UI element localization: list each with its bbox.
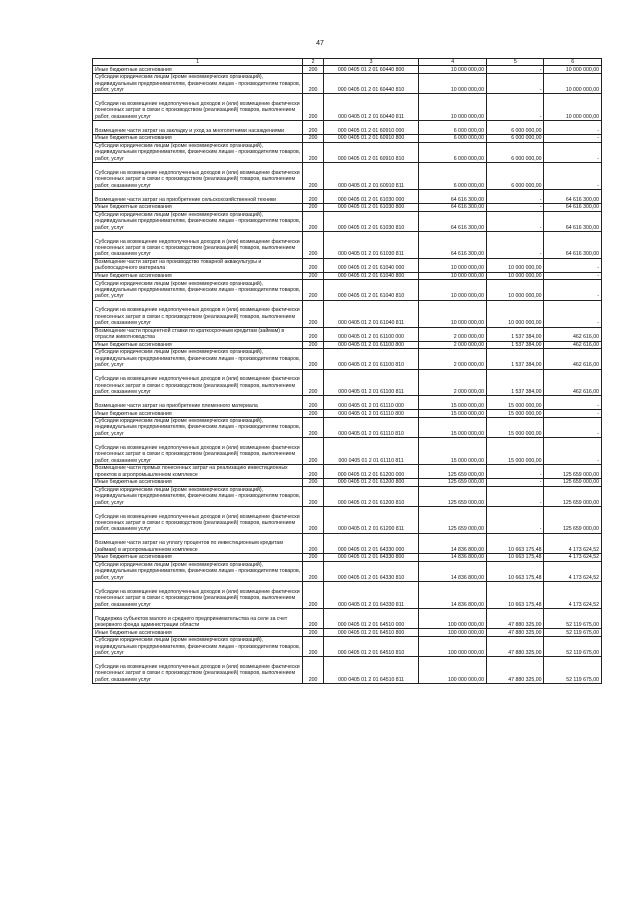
row-amount-approved-cell: 2 000 000,00 xyxy=(419,341,487,349)
row-kbk-cell: 000 0405 01 2 01 64510 800 xyxy=(323,629,418,637)
row-amount-approved-cell: 14 836 800,00 xyxy=(419,582,487,609)
row-code-cell: 200 xyxy=(303,561,324,581)
row-kbk-cell: 000 0405 01 2 01 61030 800 xyxy=(323,203,418,211)
row-name-cell: Возмещение части затрат на производство товарной аквакультуры и рыбопосадочного материала xyxy=(93,258,303,272)
row-amount-remaining-cell: - xyxy=(544,135,602,143)
row-amount-remaining-cell: 64 616 300,00 xyxy=(544,211,602,231)
table-row xyxy=(93,258,602,272)
row-amount-executed-cell: 47 880 325,00 xyxy=(487,609,544,629)
row-code-cell: 200 xyxy=(303,203,324,211)
row-amount-remaining-cell: 125 659 000,00 xyxy=(544,507,602,534)
row-amount-executed-cell: - xyxy=(487,479,544,487)
table-row xyxy=(93,280,602,300)
row-amount-approved-cell: 64 616 300,00 xyxy=(419,231,487,258)
row-amount-approved-cell: 125 659 000,00 xyxy=(419,465,487,479)
table-row xyxy=(93,231,602,258)
row-amount-approved-cell: 6 000 000,00 xyxy=(419,142,487,162)
row-code-cell: 200 xyxy=(303,417,324,437)
table-row xyxy=(93,410,602,418)
row-amount-remaining-cell: - xyxy=(544,396,602,410)
row-kbk-cell: 000 0405 01 2 01 61040 800 xyxy=(323,272,418,280)
row-code-cell: 200 xyxy=(303,369,324,396)
table-row xyxy=(93,417,602,437)
row-amount-remaining-cell: 52 119 675,00 xyxy=(544,637,602,657)
row-amount-approved-cell: 10 000 000,00 xyxy=(419,258,487,272)
row-amount-remaining-cell: 64 616 300,00 xyxy=(544,189,602,203)
column-header: 3 xyxy=(323,59,418,66)
row-amount-executed-cell: 47 880 325,00 xyxy=(487,657,544,684)
row-amount-remaining-cell: 125 659 000,00 xyxy=(544,479,602,487)
row-kbk-cell: 000 0405 01 2 01 61200 800 xyxy=(323,479,418,487)
table-row xyxy=(93,554,602,562)
budget-table xyxy=(92,58,602,684)
row-amount-executed-cell: 10 663 175,48 xyxy=(487,554,544,562)
row-name-cell: Субсидии на возмещение недополученных доходов и (или) возмещение фактически понесенных затрат в связи с производством (реализацией) товаров, выполнением работ, оказанием услуг xyxy=(93,507,303,534)
table-row xyxy=(93,582,602,609)
row-amount-remaining-cell: 10 000 000,00 xyxy=(544,66,602,74)
row-kbk-cell: 000 0405 01 2 01 61100 800 xyxy=(323,341,418,349)
row-amount-approved-cell: 14 836 800,00 xyxy=(419,554,487,562)
table-row xyxy=(93,479,602,487)
row-code-cell: 200 xyxy=(303,121,324,135)
row-name-cell: Субсидии юридическим лицам (кроме некоммерческих организаций), индивидуальным предпринимателям, физическим лицам - производителям товаров, работ, услуг xyxy=(93,561,303,581)
table-row xyxy=(93,272,602,280)
table-row xyxy=(93,507,602,534)
row-amount-approved-cell: 2 000 000,00 xyxy=(419,349,487,369)
row-code-cell: 200 xyxy=(303,142,324,162)
row-amount-remaining-cell: - xyxy=(544,300,602,327)
row-kbk-cell: 000 0405 01 2 01 60440 810 xyxy=(323,74,418,94)
row-kbk-cell: 000 0405 01 2 01 60440 800 xyxy=(323,66,418,74)
table-row xyxy=(93,121,602,135)
row-code-cell: 200 xyxy=(303,258,324,272)
row-code-cell: 200 xyxy=(303,94,324,121)
row-code-cell: 200 xyxy=(303,582,324,609)
row-name-cell: Иные бюджетные ассигнования xyxy=(93,272,303,280)
row-amount-remaining-cell: - xyxy=(544,410,602,418)
table-row xyxy=(93,465,602,479)
row-amount-approved-cell: 100 000 000,00 xyxy=(419,609,487,629)
row-code-cell: 200 xyxy=(303,349,324,369)
row-name-cell: Субсидии на возмещение недополученных доходов и (или) возмещение фактически понесенных затрат в связи с производством (реализацией) товаров, выполнением работ, оказанием услуг xyxy=(93,657,303,684)
row-kbk-cell: 000 0405 01 2 01 64330 800 xyxy=(323,554,418,562)
row-kbk-cell: 000 0405 01 2 01 60910 811 xyxy=(323,163,418,190)
row-kbk-cell: 000 0405 01 2 01 64510 810 xyxy=(323,637,418,657)
row-kbk-cell: 000 0405 01 2 01 60440 811 xyxy=(323,94,418,121)
row-amount-remaining-cell: 4 173 624,52 xyxy=(544,554,602,562)
table-row xyxy=(93,327,602,341)
row-kbk-cell: 000 0405 01 2 01 61110 800 xyxy=(323,410,418,418)
row-code-cell: 200 xyxy=(303,211,324,231)
row-amount-remaining-cell: 64 616 300,00 xyxy=(544,203,602,211)
row-kbk-cell: 000 0405 01 2 01 64510 000 xyxy=(323,609,418,629)
row-kbk-cell: 000 0405 01 2 01 64510 811 xyxy=(323,657,418,684)
row-name-cell: Субсидии юридическим лицам (кроме некоммерческих организаций), индивидуальным предпринимателям, физическим лицам - производителям товаров, работ, услуг xyxy=(93,211,303,231)
column-header: 2 xyxy=(303,59,324,66)
row-amount-approved-cell: 10 000 000,00 xyxy=(419,94,487,121)
row-amount-remaining-cell: 125 659 000,00 xyxy=(544,486,602,506)
row-amount-executed-cell: 10 000 000,00 xyxy=(487,272,544,280)
page-number: 47 xyxy=(316,40,324,47)
row-amount-executed-cell: 6 000 000,00 xyxy=(487,135,544,143)
table-row xyxy=(93,486,602,506)
row-name-cell: Иные бюджетные ассигнования xyxy=(93,341,303,349)
table-row xyxy=(93,561,602,581)
table-row xyxy=(93,438,602,465)
row-amount-remaining-cell: - xyxy=(544,417,602,437)
row-kbk-cell: 000 0405 01 2 01 64330 811 xyxy=(323,582,418,609)
row-amount-approved-cell: 14 836 800,00 xyxy=(419,533,487,553)
table-row xyxy=(93,142,602,162)
row-amount-executed-cell: 15 000 000,00 xyxy=(487,417,544,437)
row-kbk-cell: 000 0405 01 2 01 61040 811 xyxy=(323,300,418,327)
row-kbk-cell: 000 0405 01 2 01 61100 810 xyxy=(323,349,418,369)
row-amount-approved-cell: 10 000 000,00 xyxy=(419,280,487,300)
row-amount-remaining-cell: 52 119 675,00 xyxy=(544,629,602,637)
row-amount-approved-cell: 15 000 000,00 xyxy=(419,396,487,410)
table-row xyxy=(93,66,602,74)
table-row xyxy=(93,637,602,657)
row-amount-executed-cell: 15 000 000,00 xyxy=(487,396,544,410)
row-amount-approved-cell: 10 000 000,00 xyxy=(419,66,487,74)
row-amount-remaining-cell: - xyxy=(544,121,602,135)
row-amount-remaining-cell: - xyxy=(544,280,602,300)
row-kbk-cell: 000 0405 01 2 01 60910 000 xyxy=(323,121,418,135)
row-name-cell: Иные бюджетные ассигнования xyxy=(93,203,303,211)
row-amount-remaining-cell: - xyxy=(544,163,602,190)
row-amount-executed-cell: 47 880 325,00 xyxy=(487,629,544,637)
row-name-cell: Иные бюджетные ассигнования xyxy=(93,554,303,562)
column-header: 1 xyxy=(93,59,303,66)
row-code-cell: 200 xyxy=(303,533,324,553)
row-name-cell: Субсидии юридическим лицам (кроме некоммерческих организаций), индивидуальным предпринимателям, физическим лицам - производителям товаров, работ, услуг xyxy=(93,486,303,506)
row-name-cell: Поддержка субъектов малого и среднего предпринимательства на селе за счет резервного фонда администрации области xyxy=(93,609,303,629)
row-name-cell: Иные бюджетные ассигнования xyxy=(93,479,303,487)
row-amount-remaining-cell: 52 119 675,00 xyxy=(544,609,602,629)
row-name-cell: Субсидии юридическим лицам (кроме некоммерческих организаций), индивидуальным предпринимателям, физическим лицам - производителям товаров, работ, услуг xyxy=(93,417,303,437)
row-name-cell: Субсидии на возмещение недополученных доходов и (или) возмещение фактически понесенных затрат в связи с производством (реализацией) товаров, выполнением работ, оказанием услуг xyxy=(93,369,303,396)
row-code-cell: 200 xyxy=(303,554,324,562)
row-code-cell: 200 xyxy=(303,486,324,506)
table-row xyxy=(93,300,602,327)
row-amount-remaining-cell: - xyxy=(544,438,602,465)
row-amount-remaining-cell: 10 000 000,00 xyxy=(544,74,602,94)
row-amount-approved-cell: 15 000 000,00 xyxy=(419,417,487,437)
row-code-cell: 200 xyxy=(303,341,324,349)
row-name-cell: Субсидии на возмещение недополученных доходов и (или) возмещение фактически понесенных затрат в связи с производством (реализацией) товаров, выполнением работ, оказанием услуг xyxy=(93,94,303,121)
column-header: 6 xyxy=(544,59,602,66)
row-name-cell: Субсидии юридическим лицам (кроме некоммерческих организаций), индивидуальным предпринимателям, физическим лицам - производителям товаров, работ, услуг xyxy=(93,142,303,162)
row-amount-approved-cell: 125 659 000,00 xyxy=(419,479,487,487)
row-amount-executed-cell: 1 537 384,00 xyxy=(487,369,544,396)
row-name-cell: Субсидии на возмещение недополученных доходов и (или) возмещение фактически понесенных затрат в связи с производством (реализацией) товаров, выполнением работ, оказанием услуг xyxy=(93,582,303,609)
row-amount-approved-cell: 2 000 000,00 xyxy=(419,369,487,396)
row-amount-remaining-cell: 4 173 624,52 xyxy=(544,533,602,553)
row-kbk-cell: 000 0405 01 2 01 61200 810 xyxy=(323,486,418,506)
row-kbk-cell: 000 0405 01 2 01 61110 810 xyxy=(323,417,418,437)
row-amount-executed-cell: 15 000 000,00 xyxy=(487,410,544,418)
row-amount-approved-cell: 2 000 000,00 xyxy=(419,327,487,341)
table-row xyxy=(93,163,602,190)
row-code-cell: 200 xyxy=(303,231,324,258)
row-kbk-cell: 000 0405 01 2 01 61030 811 xyxy=(323,231,418,258)
row-name-cell: Иные бюджетные ассигнования xyxy=(93,410,303,418)
row-amount-remaining-cell: - xyxy=(544,258,602,272)
table-row xyxy=(93,629,602,637)
row-amount-executed-cell: - xyxy=(487,74,544,94)
row-amount-remaining-cell: 4 173 624,52 xyxy=(544,582,602,609)
row-amount-executed-cell: 10 000 000,00 xyxy=(487,300,544,327)
row-code-cell: 200 xyxy=(303,465,324,479)
row-code-cell: 200 xyxy=(303,629,324,637)
row-amount-approved-cell: 10 000 000,00 xyxy=(419,300,487,327)
row-kbk-cell: 000 0405 01 2 01 61040 000 xyxy=(323,258,418,272)
row-amount-approved-cell: 6 000 000,00 xyxy=(419,135,487,143)
table-row xyxy=(93,135,602,143)
row-amount-approved-cell: 125 659 000,00 xyxy=(419,486,487,506)
row-name-cell: Возмещение части процентной ставки по краткосрочным кредитам (займам) в отрасли животноводства xyxy=(93,327,303,341)
row-kbk-cell: 000 0405 01 2 01 60910 810 xyxy=(323,142,418,162)
row-amount-executed-cell: 6 000 000,00 xyxy=(487,142,544,162)
row-amount-executed-cell: - xyxy=(487,231,544,258)
row-code-cell: 200 xyxy=(303,507,324,534)
row-name-cell: Возмещение части затрат на закладку и уход за многолетними насаждениями xyxy=(93,121,303,135)
row-kbk-cell: 000 0405 01 2 01 61030 000 xyxy=(323,189,418,203)
row-amount-executed-cell: - xyxy=(487,486,544,506)
row-amount-remaining-cell: 64 616 300,00 xyxy=(544,231,602,258)
table-row xyxy=(93,657,602,684)
row-amount-approved-cell: 15 000 000,00 xyxy=(419,438,487,465)
row-amount-remaining-cell: 462 616,00 xyxy=(544,341,602,349)
row-name-cell: Субсидии юридическим лицам (кроме некоммерческих организаций), индивидуальным предпринимателям, физическим лицам - производителям товаров, работ, услуг xyxy=(93,349,303,369)
table-row xyxy=(93,369,602,396)
row-amount-approved-cell: 6 000 000,00 xyxy=(419,121,487,135)
row-code-cell: 200 xyxy=(303,280,324,300)
row-name-cell: Возмещение части затрат на приобретение племенного материала xyxy=(93,396,303,410)
row-code-cell: 200 xyxy=(303,327,324,341)
table-row xyxy=(93,94,602,121)
row-amount-executed-cell: 10 663 175,48 xyxy=(487,582,544,609)
row-kbk-cell: 000 0405 01 2 01 61110 811 xyxy=(323,438,418,465)
row-amount-executed-cell: 47 880 325,00 xyxy=(487,637,544,657)
row-amount-remaining-cell: 462 616,00 xyxy=(544,327,602,341)
row-amount-remaining-cell: 462 616,00 xyxy=(544,369,602,396)
row-name-cell: Иные бюджетные ассигнования xyxy=(93,135,303,143)
row-kbk-cell: 000 0405 01 2 01 60910 800 xyxy=(323,135,418,143)
row-amount-approved-cell: 15 000 000,00 xyxy=(419,410,487,418)
row-name-cell: Субсидии на возмещение недополученных доходов и (или) возмещение фактически понесенных затрат в связи с производством (реализацией) товаров, выполнением работ, оказанием услуг xyxy=(93,163,303,190)
row-kbk-cell: 000 0405 01 2 01 61110 000 xyxy=(323,396,418,410)
row-amount-remaining-cell: 4 173 624,52 xyxy=(544,561,602,581)
row-amount-remaining-cell: 10 000 000,00 xyxy=(544,94,602,121)
row-amount-approved-cell: 125 659 000,00 xyxy=(419,507,487,534)
table-row xyxy=(93,211,602,231)
row-name-cell: Субсидии юридическим лицам (кроме некоммерческих организаций), индивидуальным предпринимателям, физическим лицам - производителям товаров, работ, услуг xyxy=(93,637,303,657)
row-amount-executed-cell: 10 663 175,48 xyxy=(487,533,544,553)
row-name-cell: Возмещение части затрат на приобретение сельскохозяйственной техники xyxy=(93,189,303,203)
row-amount-approved-cell: 100 000 000,00 xyxy=(419,657,487,684)
row-amount-executed-cell: - xyxy=(487,203,544,211)
row-amount-executed-cell: 1 537 384,00 xyxy=(487,349,544,369)
row-kbk-cell: 000 0405 01 2 01 61100 811 xyxy=(323,369,418,396)
row-name-cell: Субсидии юридическим лицам (кроме некоммерческих организаций), индивидуальным предпринимателям, физическим лицам - производителям товаров, работ, услуг xyxy=(93,280,303,300)
row-name-cell: Возмещение части затрат на уплату процентов по инвестиционным кредитам (займам) в агропромышленном комплексе xyxy=(93,533,303,553)
row-code-cell: 200 xyxy=(303,272,324,280)
row-code-cell: 200 xyxy=(303,438,324,465)
row-name-cell: Субсидии юридическим лицам (кроме некоммерческих организаций), индивидуальным предпринимателям, физическим лицам - производителям товаров, работ, услуг xyxy=(93,74,303,94)
table-row xyxy=(93,533,602,553)
row-amount-executed-cell: - xyxy=(487,66,544,74)
row-code-cell: 200 xyxy=(303,163,324,190)
row-code-cell: 200 xyxy=(303,637,324,657)
row-code-cell: 200 xyxy=(303,657,324,684)
row-name-cell: Иные бюджетные ассигнования xyxy=(93,629,303,637)
row-amount-approved-cell: 64 616 300,00 xyxy=(419,211,487,231)
row-code-cell: 200 xyxy=(303,74,324,94)
column-header: 4 xyxy=(419,59,487,66)
row-amount-executed-cell: - xyxy=(487,211,544,231)
row-amount-executed-cell: 10 663 175,48 xyxy=(487,561,544,581)
row-code-cell: 200 xyxy=(303,410,324,418)
table-row xyxy=(93,203,602,211)
row-code-cell: 200 xyxy=(303,396,324,410)
row-code-cell: 200 xyxy=(303,609,324,629)
table-row xyxy=(93,609,602,629)
row-amount-approved-cell: 10 000 000,00 xyxy=(419,74,487,94)
row-code-cell: 200 xyxy=(303,135,324,143)
row-code-cell: 200 xyxy=(303,300,324,327)
row-amount-executed-cell: - xyxy=(487,189,544,203)
row-amount-approved-cell: 100 000 000,00 xyxy=(419,637,487,657)
row-amount-remaining-cell: - xyxy=(544,142,602,162)
row-kbk-cell: 000 0405 01 2 01 61040 810 xyxy=(323,280,418,300)
row-kbk-cell: 000 0405 01 2 01 61200 811 xyxy=(323,507,418,534)
row-kbk-cell: 000 0405 01 2 01 64330 000 xyxy=(323,533,418,553)
row-amount-remaining-cell: 125 659 000,00 xyxy=(544,465,602,479)
row-kbk-cell: 000 0405 01 2 01 61030 810 xyxy=(323,211,418,231)
row-amount-executed-cell: 15 000 000,00 xyxy=(487,438,544,465)
row-code-cell: 200 xyxy=(303,189,324,203)
row-amount-executed-cell: 1 537 384,00 xyxy=(487,341,544,349)
row-name-cell: Субсидии на возмещение недополученных доходов и (или) возмещение фактически понесенных затрат в связи с производством (реализацией) товаров, выполнением работ, оказанием услуг xyxy=(93,300,303,327)
row-name-cell: Субсидии на возмещение недополученных доходов и (или) возмещение фактически понесенных затрат в связи с производством (реализацией) товаров, выполнением работ, оказанием услуг xyxy=(93,438,303,465)
row-amount-remaining-cell: - xyxy=(544,272,602,280)
row-amount-approved-cell: 64 616 300,00 xyxy=(419,189,487,203)
row-amount-executed-cell: 1 537 384,00 xyxy=(487,327,544,341)
row-code-cell: 200 xyxy=(303,66,324,74)
row-amount-remaining-cell: 462 616,00 xyxy=(544,349,602,369)
table-row xyxy=(93,189,602,203)
row-amount-executed-cell: - xyxy=(487,94,544,121)
table-row xyxy=(93,74,602,94)
row-amount-executed-cell: 6 000 000,00 xyxy=(487,163,544,190)
table-row xyxy=(93,341,602,349)
row-amount-approved-cell: 14 836 800,00 xyxy=(419,561,487,581)
row-name-cell: Субсидии на возмещение недополученных доходов и (или) возмещение фактически понесенных затрат в связи с производством (реализацией) товаров, выполнением работ, оказанием услуг xyxy=(93,231,303,258)
row-amount-approved-cell: 100 000 000,00 xyxy=(419,629,487,637)
row-amount-approved-cell: 6 000 000,00 xyxy=(419,163,487,190)
row-amount-approved-cell: 64 616 300,00 xyxy=(419,203,487,211)
row-amount-remaining-cell: 52 119 675,00 xyxy=(544,657,602,684)
row-kbk-cell: 000 0405 01 2 01 61200 000 xyxy=(323,465,418,479)
row-amount-executed-cell: - xyxy=(487,507,544,534)
table-row xyxy=(93,396,602,410)
row-amount-executed-cell: - xyxy=(487,465,544,479)
row-name-cell: Возмещение части прямых понесенных затрат на реализацию инвестиционных проектов в агропромышленном комплексе xyxy=(93,465,303,479)
row-amount-executed-cell: 10 000 000,00 xyxy=(487,258,544,272)
table-row xyxy=(93,349,602,369)
column-header: 5 xyxy=(487,59,544,66)
row-amount-executed-cell: 6 000 000,00 xyxy=(487,121,544,135)
row-amount-approved-cell: 10 000 000,00 xyxy=(419,272,487,280)
row-code-cell: 200 xyxy=(303,479,324,487)
column-number-row xyxy=(93,59,602,66)
row-amount-executed-cell: 10 000 000,00 xyxy=(487,280,544,300)
row-kbk-cell: 000 0405 01 2 01 64330 810 xyxy=(323,561,418,581)
row-kbk-cell: 000 0405 01 2 01 61100 000 xyxy=(323,327,418,341)
row-name-cell: Иные бюджетные ассигнования xyxy=(93,66,303,74)
